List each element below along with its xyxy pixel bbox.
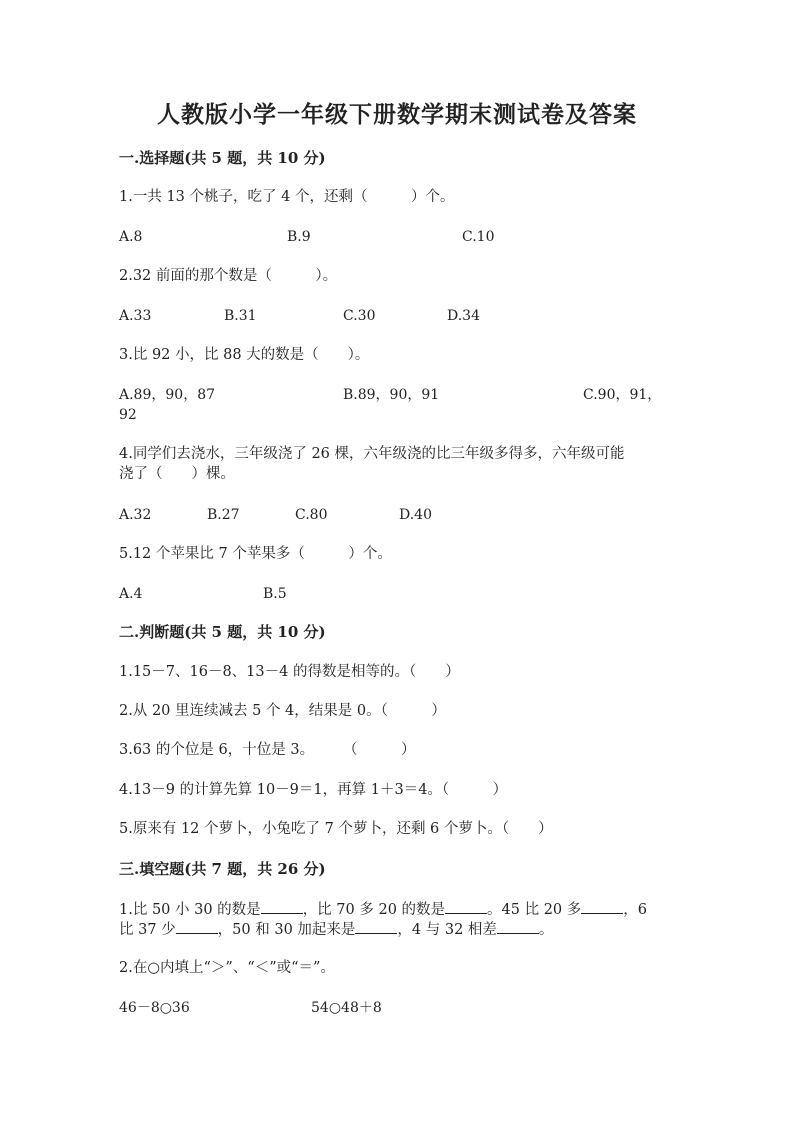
section-heading-choice: 一.选择题(共 5 题，共 10 分) [119, 149, 326, 167]
choice-q4-option-c: C.80 [295, 507, 328, 523]
choice-q4-option-b: B.27 [207, 507, 240, 523]
choice-question-5: 5.12 个苹果比 7 个苹果多（ ）个。 [119, 546, 392, 562]
choice-q2-option-a: A.33 [119, 308, 152, 324]
fill-q1-text-a: 1.比 50 小 30 的数是 [119, 902, 261, 918]
choice-q3-option-b: B.89，90，91 [343, 387, 440, 403]
fill-q1-text-g: ，4 与 32 相差 [397, 922, 497, 938]
judge-question-4: 4.13－9 的计算先算 10－9＝1，再算 1＋3＝4。（ ） [119, 782, 508, 798]
answer-blank[interactable] [497, 919, 539, 934]
fill-q2-expression-1: 46－8○36 [119, 1000, 190, 1016]
choice-q5-option-a: A.4 [119, 586, 143, 602]
choice-question-3: 3.比 92 小，比 88 大的数是（ ）。 [119, 347, 370, 363]
fill-q1-text-h: 。 [538, 922, 554, 938]
choice-question-1: 1.一共 13 个桃子，吃了 4 个，还剩（ ）个。 [119, 189, 455, 205]
judge-question-3: 3.63 的个位是 6，十位是 3。 （ ） [119, 742, 416, 758]
choice-q2-option-d: D.34 [447, 308, 480, 324]
choice-q1-option-c: C.10 [462, 229, 495, 245]
fill-q1-text-e: 比 37 少 [119, 922, 176, 938]
choice-q3-option-c-wrap: 92 [119, 407, 137, 423]
choice-q2-option-b: B.31 [224, 308, 257, 324]
fill-question-1-line-1 [119, 899, 647, 920]
answer-blank[interactable] [581, 899, 623, 914]
judge-question-2: 2.从 20 里连续减去 5 个 4，结果是 0。（ ） [119, 703, 446, 719]
judge-question-5: 5.原来有 12 个萝卜，小兔吃了 7 个萝卜，还剩 6 个萝卜。（ ） [119, 821, 553, 837]
judge-question-1: 1.15－7、16－8、13－4 的得数是相等的。（ ） [119, 664, 460, 680]
choice-q4-option-a: A.32 [119, 507, 152, 523]
answer-blank[interactable] [445, 899, 487, 914]
fill-q1-text-f: ，50 和 30 加起来是 [217, 922, 356, 938]
section-heading-judge: 二.判断题(共 5 题，共 10 分) [119, 623, 326, 641]
fill-q1-text-c: 。45 比 20 多 [487, 902, 582, 918]
fill-question-1-line-2 [119, 919, 553, 940]
choice-q1-option-a: A.8 [119, 229, 143, 245]
choice-question-4-line-2: 浇了（ ）棵。 [119, 466, 235, 482]
choice-q1-option-b: B.9 [287, 229, 311, 245]
answer-blank[interactable] [355, 919, 397, 934]
page-title: 人教版小学一年级下册数学期末测试卷及答案 [157, 101, 637, 128]
choice-q3-option-a: A.89，90，87 [119, 387, 216, 403]
choice-q3-option-c: C.90，91， [583, 387, 662, 403]
fill-q1-text-d: ，6 [623, 902, 647, 918]
section-heading-fill: 三.填空题(共 7 题，共 26 分) [119, 860, 326, 878]
fill-q2-expression-2: 54○48＋8 [311, 1000, 382, 1016]
choice-q4-option-d: D.40 [399, 507, 432, 523]
fill-question-2: 2.在○内填上“＞”、“＜”或“＝”。 [119, 960, 335, 976]
choice-question-4-line-1: 4.同学们去浇水，三年级浇了 26 棵，六年级浇的比三年级多得多，六年级可能 [119, 446, 625, 462]
choice-q2-option-c: C.30 [343, 308, 376, 324]
fill-q1-text-b: ，比 70 多 20 的数是 [302, 902, 446, 918]
choice-question-2: 2.32 前面的那个数是（ ）。 [119, 268, 338, 284]
answer-blank[interactable] [176, 919, 218, 934]
choice-q5-option-b: B.5 [263, 586, 287, 602]
answer-blank[interactable] [261, 899, 303, 914]
